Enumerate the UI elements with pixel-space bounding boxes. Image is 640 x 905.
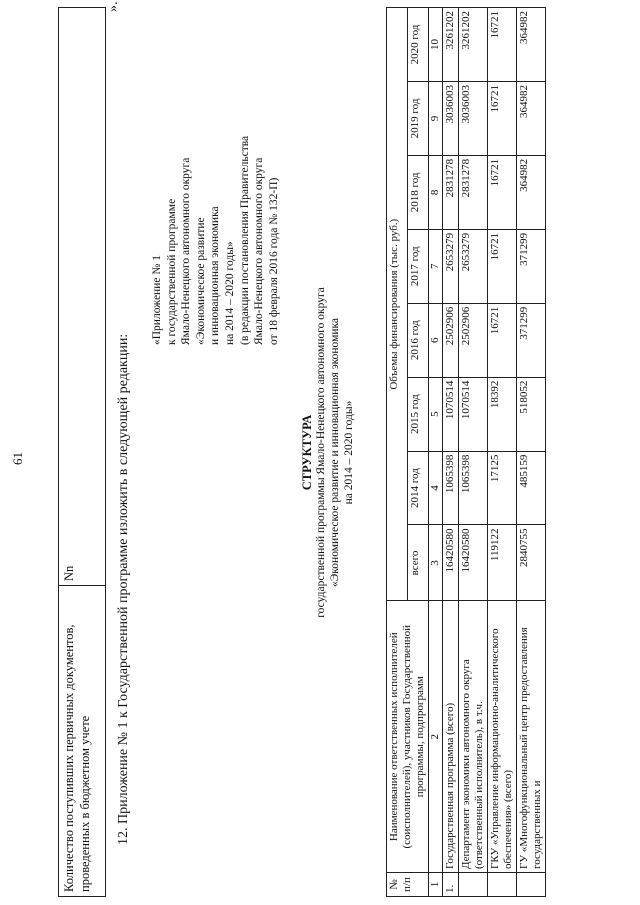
column-number: 5 bbox=[429, 377, 443, 451]
row-value: 1065398 bbox=[459, 451, 488, 525]
column-number: 7 bbox=[429, 229, 443, 303]
table-row bbox=[488, 8, 517, 897]
appendix-note bbox=[150, 136, 281, 345]
row-value: 16721 bbox=[488, 303, 517, 377]
title-heading: СТРУКТУРА bbox=[300, 414, 314, 491]
appendix-line: «Приложение № 1 bbox=[151, 255, 163, 345]
row-value: 3261202 bbox=[443, 8, 459, 82]
title-line: «Экономическое развитие и инновационная экономика bbox=[329, 317, 341, 588]
year-header: всего bbox=[408, 525, 429, 601]
header-no: № п/п bbox=[387, 873, 429, 897]
row-value: 2831278 bbox=[459, 155, 488, 229]
table-header-row bbox=[387, 8, 408, 897]
row-no bbox=[459, 873, 488, 897]
row-value: 364982 bbox=[517, 155, 546, 229]
appendix-line: от 18 февраля 2016 года № 132-П) bbox=[267, 177, 280, 345]
row-no bbox=[488, 873, 517, 897]
row-value: 1070514 bbox=[443, 377, 459, 451]
row-value: 1065398 bbox=[443, 451, 459, 525]
row-name: ГКУ «Управление информационно-аналитического обеспечения» (всего) bbox=[488, 601, 517, 873]
table-row bbox=[459, 8, 488, 897]
title-line: государственной программы Ямало-Ненецкого автономного округа bbox=[315, 287, 327, 618]
structure-title bbox=[300, 0, 356, 905]
column-number: 3 bbox=[429, 525, 443, 601]
column-number: 8 bbox=[429, 155, 443, 229]
row-no bbox=[517, 873, 546, 897]
closing-quote: ». bbox=[106, 1, 121, 12]
year-header: 2020 год bbox=[408, 8, 429, 82]
row-value: 3036003 bbox=[443, 81, 459, 155]
year-header: 2017 год bbox=[408, 229, 429, 303]
year-header: 2016 год bbox=[408, 303, 429, 377]
row-value: 16721 bbox=[488, 229, 517, 303]
column-number: 10 bbox=[429, 8, 443, 82]
row-value: 364982 bbox=[517, 81, 546, 155]
table-row bbox=[443, 8, 459, 897]
row-value: 18392 bbox=[488, 377, 517, 451]
amendment-paragraph: 12. Приложение № 1 к Государственной программе изложить в следующей редакции: bbox=[116, 333, 131, 845]
appendix-line: к государственной программе bbox=[165, 198, 178, 345]
row-value: 16721 bbox=[488, 8, 517, 82]
appendix-line: и инновационная экономика bbox=[209, 206, 222, 345]
column-number: 1 bbox=[429, 873, 443, 897]
row-value: 371299 bbox=[517, 229, 546, 303]
row-name: Департамент экономики автономного округа (ответственный исполнитель), в т.ч. bbox=[459, 601, 488, 873]
header-name: Наименование ответственных исполнителей (соисполнителей), участников Государственной программы, подпрограмм bbox=[387, 601, 429, 873]
column-number: 2 bbox=[429, 601, 443, 873]
row-value: 364982 bbox=[517, 8, 546, 82]
row-value: 518052 bbox=[517, 377, 546, 451]
row-value: 16420580 bbox=[459, 525, 488, 601]
row-name: ГУ «Многофункциональный центр предоставления государственных и bbox=[517, 601, 546, 873]
row-value: 119122 bbox=[488, 525, 517, 601]
row-value: 16721 bbox=[488, 155, 517, 229]
year-header: 2019 год bbox=[408, 81, 429, 155]
row-value: 3261202 bbox=[459, 8, 488, 82]
row-value: 2502906 bbox=[443, 303, 459, 377]
row-value: 1070514 bbox=[459, 377, 488, 451]
row-no: 1. bbox=[443, 873, 459, 897]
appendix-line: Ямало-Ненецкого автономного округа bbox=[180, 157, 193, 345]
title-line: на 2014 – 2020 годы» bbox=[343, 400, 355, 505]
year-header: 2014 год bbox=[408, 451, 429, 525]
row-value: 16721 bbox=[488, 81, 517, 155]
prior-table-left-cell: Количество поступивших первичных документов, проведенных в бюджетном учете bbox=[59, 586, 106, 897]
prior-table-right-cell: Nn bbox=[59, 8, 106, 586]
row-value: 16420580 bbox=[443, 525, 459, 601]
row-value: 2831278 bbox=[443, 155, 459, 229]
appendix-line: (в редакции постановления Правительства bbox=[238, 135, 251, 345]
row-value: 371299 bbox=[517, 303, 546, 377]
appendix-line: на 2014 – 2020 годы» bbox=[223, 241, 236, 345]
column-number-row bbox=[429, 8, 443, 897]
row-value: 2502906 bbox=[459, 303, 488, 377]
row-value: 2653279 bbox=[459, 229, 488, 303]
column-number: 6 bbox=[429, 303, 443, 377]
appendix-line: «Экономическое развитие bbox=[194, 217, 207, 345]
funding-structure-table bbox=[386, 7, 546, 897]
year-header: 2018 год bbox=[408, 155, 429, 229]
prior-table-fragment bbox=[58, 7, 106, 897]
row-value: 2840755 bbox=[517, 525, 546, 601]
row-value: 2653279 bbox=[443, 229, 459, 303]
row-name: Государственная программа (всего) bbox=[443, 601, 459, 873]
row-value: 3036003 bbox=[459, 81, 488, 155]
page-number: 61 bbox=[10, 452, 25, 465]
row-value: 17125 bbox=[488, 451, 517, 525]
table-row bbox=[517, 8, 546, 897]
column-number: 4 bbox=[429, 451, 443, 525]
row-value: 485159 bbox=[517, 451, 546, 525]
appendix-line: Ямало-Ненецкого автономного округа bbox=[253, 157, 266, 345]
column-number: 9 bbox=[429, 81, 443, 155]
year-header: 2015 год bbox=[408, 377, 429, 451]
header-funding: Объемы финансирования (тыс. руб.) bbox=[387, 8, 408, 601]
